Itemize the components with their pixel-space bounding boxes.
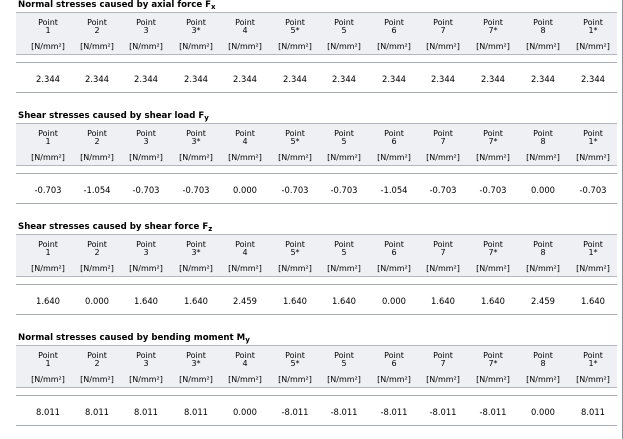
column-unit: [N/mm²] — [476, 153, 510, 162]
column-label: Point — [483, 18, 503, 27]
column-point-number: 7* — [488, 359, 498, 368]
column-unit: [N/mm²] — [576, 42, 610, 51]
column-unit: [N/mm²] — [278, 153, 312, 162]
column-unit: [N/mm²] — [327, 264, 361, 273]
column-point-number: 5* — [290, 137, 300, 146]
column-unit: [N/mm²] — [377, 375, 411, 384]
section-title-text: Shear stresses caused by shear load F — [18, 111, 205, 121]
column-point-number: 7 — [440, 248, 446, 257]
column-point-number: 5 — [341, 248, 347, 257]
column-label: Point — [136, 18, 156, 27]
column-label: Point — [87, 129, 107, 138]
stress-value-cell: 2.344 — [283, 74, 307, 84]
section-title-text: Shear stresses caused by shear force F — [18, 222, 209, 232]
column-label: Point — [483, 129, 503, 138]
column-label: Point — [285, 129, 305, 138]
values-row — [16, 284, 617, 315]
column-point-number: 2 — [94, 137, 100, 146]
column-point-number: 6 — [391, 26, 397, 35]
section-title-text: Normal stresses caused by bending moment M — [18, 333, 246, 343]
column-label: Point — [87, 18, 107, 27]
column-point-number: 6 — [391, 248, 397, 257]
stress-value-cell: 2.344 — [581, 74, 605, 84]
column-label: Point — [38, 351, 58, 360]
column-label: Point — [87, 240, 107, 249]
column-label: Point — [334, 18, 354, 27]
column-label: Point — [38, 129, 58, 138]
stress-value-cell: -8.011 — [429, 407, 457, 417]
column-unit: [N/mm²] — [228, 264, 262, 273]
column-label: Point — [334, 129, 354, 138]
column-label: Point — [533, 240, 553, 249]
stress-value-cell: 8.011 — [581, 407, 605, 417]
column-point-number: 4 — [242, 359, 248, 368]
column-point-number: 5 — [341, 137, 347, 146]
values-row — [16, 395, 617, 426]
column-unit: [N/mm²] — [377, 264, 411, 273]
column-unit: [N/mm²] — [526, 264, 560, 273]
column-point-number: 7* — [488, 248, 498, 257]
column-label: Point — [136, 129, 156, 138]
column-label: Point — [583, 18, 603, 27]
column-unit: [N/mm²] — [129, 42, 163, 51]
column-unit: [N/mm²] — [179, 42, 213, 51]
column-label: Point — [384, 351, 404, 360]
column-point-number: 2 — [94, 248, 100, 257]
column-unit: [N/mm²] — [327, 153, 361, 162]
stress-value-cell: 2.344 — [481, 74, 505, 84]
column-label: Point — [235, 240, 255, 249]
column-label: Point — [384, 18, 404, 27]
column-unit: [N/mm²] — [129, 153, 163, 162]
column-label: Point — [38, 240, 58, 249]
column-unit: [N/mm²] — [476, 264, 510, 273]
column-unit: [N/mm²] — [179, 153, 213, 162]
stress-value-cell: 0.000 — [233, 185, 257, 195]
column-label: Point — [87, 351, 107, 360]
column-label: Point — [433, 351, 453, 360]
stress-value-cell: 2.459 — [233, 296, 257, 306]
stress-value-cell: 0.000 — [531, 407, 555, 417]
stress-value-cell: -0.703 — [479, 185, 507, 195]
stress-value-cell: 1.640 — [332, 296, 356, 306]
column-point-number: 6 — [391, 137, 397, 146]
section-title — [18, 0, 216, 10]
stress-value-cell: -8.011 — [479, 407, 507, 417]
stress-value-cell: 2.344 — [382, 74, 406, 84]
stress-value-cell: 1.640 — [36, 296, 60, 306]
stress-value-cell: -0.703 — [34, 185, 62, 195]
column-label: Point — [186, 240, 206, 249]
column-point-number: 1 — [45, 359, 51, 368]
stress-value-cell: -0.703 — [132, 185, 160, 195]
column-label: Point — [334, 240, 354, 249]
stress-value-cell: 0.000 — [382, 296, 406, 306]
column-unit: [N/mm²] — [377, 42, 411, 51]
column-point-number: 5* — [290, 248, 300, 257]
stress-value-cell: 2.344 — [332, 74, 356, 84]
stress-value-cell: -8.011 — [380, 407, 408, 417]
column-unit: [N/mm²] — [278, 42, 312, 51]
column-label: Point — [384, 240, 404, 249]
column-point-number: 1* — [588, 359, 598, 368]
column-unit: [N/mm²] — [476, 42, 510, 51]
stress-value-cell: 0.000 — [233, 407, 257, 417]
column-point-number: 3 — [143, 26, 149, 35]
column-point-number: 8 — [540, 248, 546, 257]
column-label: Point — [235, 129, 255, 138]
column-point-number: 1 — [45, 137, 51, 146]
column-unit: [N/mm²] — [426, 153, 460, 162]
column-label: Point — [433, 240, 453, 249]
column-unit: [N/mm²] — [129, 264, 163, 273]
column-point-number: 3 — [143, 137, 149, 146]
stress-value-cell: -1.054 — [83, 185, 111, 195]
stress-value-cell: 1.640 — [581, 296, 605, 306]
column-unit: [N/mm²] — [278, 264, 312, 273]
stress-section-1 — [0, 0, 623, 100]
column-label: Point — [384, 129, 404, 138]
column-point-number: 1* — [588, 248, 598, 257]
column-label: Point — [285, 351, 305, 360]
column-unit: [N/mm²] — [80, 42, 114, 51]
column-label: Point — [533, 129, 553, 138]
column-header-row — [16, 234, 617, 277]
column-unit: [N/mm²] — [526, 153, 560, 162]
column-label: Point — [235, 351, 255, 360]
column-point-number: 1 — [45, 248, 51, 257]
stress-value-cell: 2.344 — [531, 74, 555, 84]
stress-value-cell: -1.054 — [380, 185, 408, 195]
column-point-number: 5* — [290, 26, 300, 35]
column-point-number: 3* — [191, 137, 201, 146]
column-header-row — [16, 12, 617, 55]
column-label: Point — [186, 129, 206, 138]
column-unit: [N/mm²] — [228, 375, 262, 384]
column-point-number: 3 — [143, 248, 149, 257]
column-point-number: 7* — [488, 137, 498, 146]
column-unit: [N/mm²] — [80, 153, 114, 162]
column-unit: [N/mm²] — [327, 375, 361, 384]
section-title — [18, 111, 209, 121]
stress-value-cell: 1.640 — [184, 296, 208, 306]
values-row — [16, 173, 617, 204]
stress-section-2 — [0, 111, 623, 211]
column-label: Point — [433, 129, 453, 138]
column-unit: [N/mm²] — [426, 264, 460, 273]
column-point-number: 3* — [191, 248, 201, 257]
column-label: Point — [285, 240, 305, 249]
stress-value-cell: 2.344 — [85, 74, 109, 84]
stress-value-cell: -0.703 — [281, 185, 309, 195]
stress-section-4 — [0, 333, 623, 433]
column-unit: [N/mm²] — [80, 375, 114, 384]
stress-value-cell: 2.344 — [431, 74, 455, 84]
column-unit: [N/mm²] — [327, 42, 361, 51]
stress-value-cell: 2.344 — [134, 74, 158, 84]
column-unit: [N/mm²] — [228, 42, 262, 51]
column-unit: [N/mm²] — [31, 264, 65, 273]
column-unit: [N/mm²] — [129, 375, 163, 384]
stress-value-cell: 1.640 — [481, 296, 505, 306]
column-unit: [N/mm²] — [80, 264, 114, 273]
column-point-number: 5 — [341, 26, 347, 35]
section-title-text: Normal stresses caused by axial force F — [18, 0, 212, 10]
stress-value-cell: -0.703 — [182, 185, 210, 195]
column-label: Point — [483, 351, 503, 360]
column-label: Point — [334, 351, 354, 360]
column-unit: [N/mm²] — [576, 264, 610, 273]
column-unit: [N/mm²] — [426, 375, 460, 384]
column-point-number: 1* — [588, 137, 598, 146]
column-unit: [N/mm²] — [526, 375, 560, 384]
column-point-number: 4 — [242, 137, 248, 146]
column-point-number: 1 — [45, 26, 51, 35]
column-point-number: 6 — [391, 359, 397, 368]
column-unit: [N/mm²] — [179, 264, 213, 273]
section-title-subscript: y — [245, 336, 250, 344]
column-label: Point — [583, 240, 603, 249]
column-point-number: 3* — [191, 26, 201, 35]
column-label: Point — [533, 18, 553, 27]
column-unit: [N/mm²] — [426, 42, 460, 51]
column-point-number: 7 — [440, 26, 446, 35]
column-unit: [N/mm²] — [576, 375, 610, 384]
column-point-number: 7 — [440, 137, 446, 146]
column-label: Point — [235, 18, 255, 27]
stress-value-cell: 2.344 — [184, 74, 208, 84]
column-point-number: 3 — [143, 359, 149, 368]
section-title — [18, 222, 212, 232]
column-point-number: 1* — [588, 26, 598, 35]
column-label: Point — [433, 18, 453, 27]
stress-value-cell: -8.011 — [330, 407, 358, 417]
column-header-row — [16, 123, 617, 166]
stress-value-cell: 2.459 — [531, 296, 555, 306]
stress-value-cell: 1.640 — [431, 296, 455, 306]
stress-value-cell: -0.703 — [579, 185, 607, 195]
stress-value-cell: -0.703 — [429, 185, 457, 195]
column-label: Point — [583, 351, 603, 360]
column-label: Point — [38, 18, 58, 27]
column-point-number: 2 — [94, 359, 100, 368]
section-title-subscript: x — [211, 3, 216, 11]
column-point-number: 2 — [94, 26, 100, 35]
stress-section-3 — [0, 222, 623, 322]
column-unit: [N/mm²] — [31, 42, 65, 51]
column-label: Point — [186, 18, 206, 27]
column-label: Point — [583, 129, 603, 138]
section-title-subscript: z — [208, 225, 213, 233]
stress-value-cell: 2.344 — [36, 74, 60, 84]
column-label: Point — [483, 240, 503, 249]
column-unit: [N/mm²] — [476, 375, 510, 384]
column-unit: [N/mm²] — [228, 153, 262, 162]
stress-value-cell: 8.011 — [134, 407, 158, 417]
column-label: Point — [186, 351, 206, 360]
column-point-number: 4 — [242, 248, 248, 257]
stress-value-cell: 1.640 — [283, 296, 307, 306]
column-point-number: 7* — [488, 26, 498, 35]
column-point-number: 5 — [341, 359, 347, 368]
column-point-number: 8 — [540, 137, 546, 146]
column-label: Point — [285, 18, 305, 27]
column-point-number: 3* — [191, 359, 201, 368]
section-title-subscript: y — [204, 114, 209, 122]
column-unit: [N/mm²] — [526, 42, 560, 51]
column-label: Point — [136, 240, 156, 249]
column-unit: [N/mm²] — [31, 375, 65, 384]
section-title — [18, 333, 250, 343]
column-point-number: 7 — [440, 359, 446, 368]
stress-value-cell: 0.000 — [85, 296, 109, 306]
stress-value-cell: 8.011 — [36, 407, 60, 417]
column-unit: [N/mm²] — [377, 153, 411, 162]
column-unit: [N/mm²] — [576, 153, 610, 162]
stress-value-cell: 1.640 — [134, 296, 158, 306]
stress-value-cell: 0.000 — [531, 185, 555, 195]
column-point-number: 5* — [290, 359, 300, 368]
column-label: Point — [533, 351, 553, 360]
column-unit: [N/mm²] — [179, 375, 213, 384]
stress-value-cell: -0.703 — [330, 185, 358, 195]
column-label: Point — [136, 351, 156, 360]
column-point-number: 8 — [540, 26, 546, 35]
column-unit: [N/mm²] — [278, 375, 312, 384]
column-point-number: 8 — [540, 359, 546, 368]
column-header-row — [16, 345, 617, 388]
values-row — [16, 62, 617, 93]
stress-value-cell: -8.011 — [281, 407, 309, 417]
stress-value-cell: 2.344 — [233, 74, 257, 84]
stress-value-cell: 8.011 — [85, 407, 109, 417]
column-point-number: 4 — [242, 26, 248, 35]
column-unit: [N/mm²] — [31, 153, 65, 162]
stress-value-cell: 8.011 — [184, 407, 208, 417]
